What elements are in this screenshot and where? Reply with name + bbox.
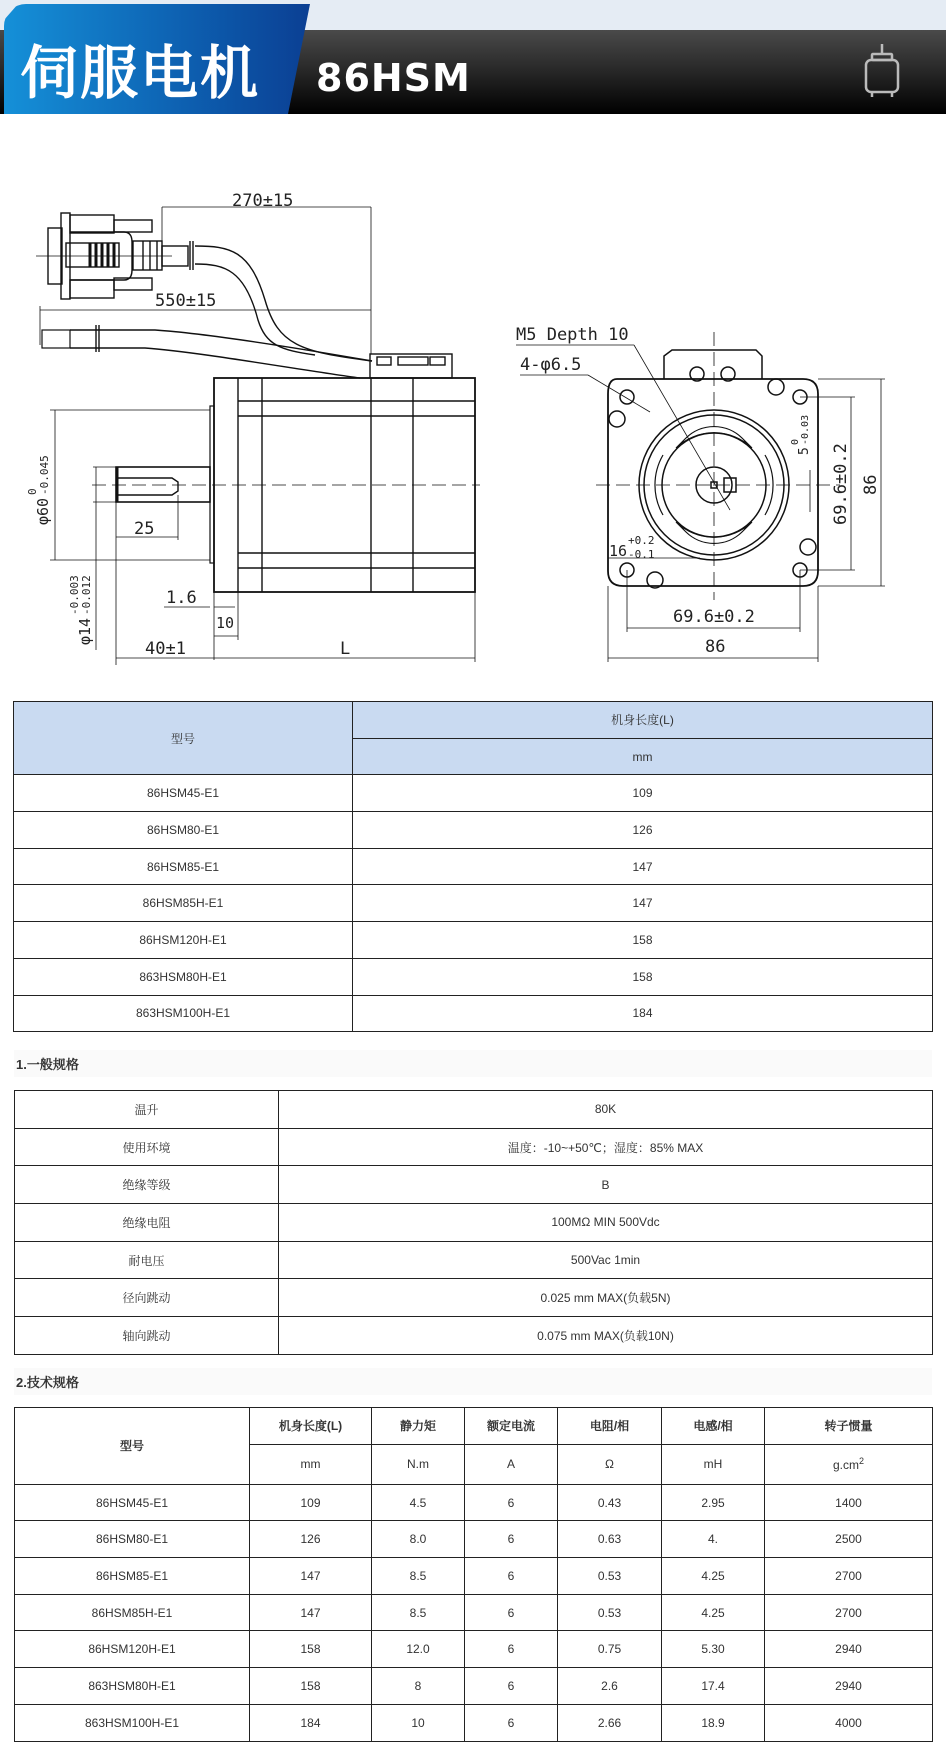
table-row [15,1091,933,1129]
spec-label: 径向跳动 [15,1279,279,1317]
cell-length: 109 [250,1484,372,1521]
table-row [15,1279,933,1317]
dim-shaft-length: 40±1 [145,639,186,659]
dim-flange-thickness: 1.6 [166,588,197,608]
unit-inertia [765,1444,933,1484]
cell-length: 126 [250,1521,372,1558]
cell-model: 86HSM80-E1 [15,1521,250,1558]
cell-resistance: 0.75 [558,1631,662,1668]
table-row [15,1668,933,1705]
dim-hole-pitch-v: 69.6±0.2 [831,443,851,525]
unit-length: mm [250,1444,372,1484]
dim-flange-diameter: φ60 [34,497,52,525]
cell-model: 86HSM85H-E1 [14,885,353,922]
dim-pilot-length: 10 [216,614,235,632]
cell-length: 158 [353,922,933,959]
header-model: 型号 [15,1408,250,1485]
dim-frame-width: 86 [705,637,726,657]
header-inductance: 电感/相 [662,1408,765,1445]
cell-model: 86HSM80-E1 [14,812,353,849]
header-resistance: 电阻/相 [558,1408,662,1445]
cell-torque: 8.5 [372,1558,465,1595]
dim-frame-height: 86 [861,474,881,495]
table-row [14,958,933,995]
cell-length: 158 [250,1631,372,1668]
header-model: 型号 [14,702,353,775]
cell-model: 863HSM80H-E1 [15,1668,250,1705]
table-row [15,1241,933,1279]
cell-model: 86HSM120H-E1 [15,1631,250,1668]
spec-label: 绝缘电阻 [15,1204,279,1242]
table-row [14,812,933,849]
table-row [15,1128,933,1166]
table-row [14,995,933,1032]
cell-length: 147 [250,1558,372,1595]
cell-current: 6 [465,1558,558,1595]
dimension-drawing [0,170,946,670]
cell-length: 158 [250,1668,372,1705]
dim-shaft-tol-upper: -0.003 [68,575,81,615]
dim-flange-tol-upper: 0 [26,488,39,495]
spec-label: 轴向跳动 [15,1317,279,1355]
motor-icon [862,42,902,100]
cell-resistance: 0.63 [558,1521,662,1558]
dim-encoder-cable: 270±15 [232,191,294,211]
table-row [14,885,933,922]
cell-model: 863HSM100H-E1 [14,995,353,1032]
header-unit: mm [353,738,933,775]
table-row [15,1704,933,1741]
spec-value: 0.025 mm MAX(负载5N) [279,1279,933,1317]
spec-label: 使用环境 [15,1128,279,1166]
cell-length: 158 [353,958,933,995]
cell-resistance: 2.6 [558,1668,662,1705]
table-row [14,922,933,959]
spec-label: 耐电压 [15,1241,279,1279]
cell-model: 86HSM45-E1 [15,1484,250,1521]
category-title: 伺服电机 [20,39,261,107]
cell-resistance: 0.43 [558,1484,662,1521]
cell-model: 863HSM80H-E1 [14,958,353,995]
cell-model: 863HSM100H-E1 [15,1704,250,1741]
label-tapped-hole: M5 Depth 10 [516,325,629,345]
cell-resistance: 2.66 [558,1704,662,1741]
cell-torque: 4.5 [372,1484,465,1521]
table-row [15,1558,933,1595]
cell-length: 109 [353,775,933,812]
spec-value: 100MΩ MIN 500Vdc [279,1204,933,1242]
cell-torque: 10 [372,1704,465,1741]
tech-spec-table [14,1407,933,1742]
spec-value: B [279,1166,933,1204]
unit-inductance: mH [662,1444,765,1484]
unit-resistance: Ω [558,1444,662,1484]
cell-current: 6 [465,1631,558,1668]
spec-value: 500Vac 1min [279,1241,933,1279]
dim-key-height-tol-lower: -0.1 [628,548,655,561]
cell-current: 6 [465,1704,558,1741]
table-row [15,1317,933,1355]
dim-hole-pitch-h: 69.6±0.2 [673,607,755,627]
unit-torque: N.m [372,1444,465,1484]
dim-body-length: L [340,639,351,659]
unit-inertia-exp: 2 [859,1456,865,1467]
cell-resistance: 0.53 [558,1558,662,1595]
spec-value: 0.075 mm MAX(负载10N) [279,1317,933,1355]
dim-shaft-tol-lower: -0.012 [80,575,93,615]
dim-flange-tol-lower: -0.045 [38,455,51,495]
cell-length: 126 [353,812,933,849]
cell-length: 147 [353,885,933,922]
spec-label: 温升 [15,1091,279,1129]
header-rated-current: 额定电流 [465,1408,558,1445]
dim-key-height: 16 [609,542,628,560]
spec-value: 80K [279,1091,933,1129]
general-spec-title: 1.一般规格 [14,1050,932,1077]
dim-key-length: 25 [134,519,155,539]
tech-spec-body [15,1484,933,1741]
header-length: 机身长度(L) [250,1408,372,1445]
cell-model: 86HSM85H-E1 [15,1594,250,1631]
cell-torque: 12.0 [372,1631,465,1668]
cell-torque: 8.0 [372,1521,465,1558]
cell-inductance: 2.95 [662,1484,765,1521]
cell-model: 86HSM85-E1 [15,1558,250,1595]
cell-inertia: 2940 [765,1668,933,1705]
table-row [15,1484,933,1521]
cell-torque: 8.5 [372,1594,465,1631]
tech-spec-title: 2.技术规格 [14,1368,932,1395]
shaft [116,467,210,502]
table-row [15,1631,933,1668]
cell-inertia: 1400 [765,1484,933,1521]
spec-label: 绝缘等级 [15,1166,279,1204]
header-holding-torque: 静力矩 [372,1408,465,1445]
cell-model: 86HSM45-E1 [14,775,353,812]
cell-resistance: 0.53 [558,1594,662,1631]
dim-key-height-tol-upper: +0.2 [628,534,655,547]
cell-inductance: 17.4 [662,1668,765,1705]
cell-torque: 8 [372,1668,465,1705]
model-title: 86HSM [316,56,471,100]
cell-inductance: 4. [662,1521,765,1558]
cell-current: 6 [465,1484,558,1521]
unit-current: A [465,1444,558,1484]
label-mount-holes: 4-φ6.5 [520,355,582,375]
table-row [15,1204,933,1242]
table-row [14,848,933,885]
cell-inertia: 2700 [765,1558,933,1595]
cell-current: 6 [465,1594,558,1631]
header-rotor-inertia: 转子惯量 [765,1408,933,1445]
cell-model: 86HSM85-E1 [14,848,353,885]
cell-inductance: 4.25 [662,1594,765,1631]
dim-key-width: 5 [797,447,812,455]
cell-length: 184 [353,995,933,1032]
spec-value: 温度：-10~+50℃；湿度：85% MAX [279,1128,933,1166]
general-spec-table [14,1090,933,1355]
dim-key-width-tol-upper: 0 [790,438,801,445]
cell-length: 147 [250,1594,372,1631]
cell-current: 6 [465,1668,558,1705]
cell-model: 86HSM120H-E1 [14,922,353,959]
cell-inductance: 4.25 [662,1558,765,1595]
cell-current: 6 [465,1521,558,1558]
cell-inductance: 18.9 [662,1704,765,1741]
table-row [15,1521,933,1558]
length-table [13,701,933,1032]
cell-inertia: 2700 [765,1594,933,1631]
dim-shaft-diameter: φ14 [76,617,94,645]
table-row [15,1166,933,1204]
header-length: 机身长度(L) [353,702,933,739]
dim-power-cable: 550±15 [155,291,217,311]
unit-inertia-base: g.cm [832,1458,859,1473]
cell-length: 147 [353,848,933,885]
dim-key-width-tol-lower: -0.03 [800,414,811,445]
cell-inductance: 5.30 [662,1631,765,1668]
table-row [14,775,933,812]
cell-inertia: 4000 [765,1704,933,1741]
table-row [15,1594,933,1631]
cell-inertia: 2500 [765,1521,933,1558]
cell-length: 184 [250,1704,372,1741]
cell-inertia: 2940 [765,1631,933,1668]
side-view [36,213,480,592]
